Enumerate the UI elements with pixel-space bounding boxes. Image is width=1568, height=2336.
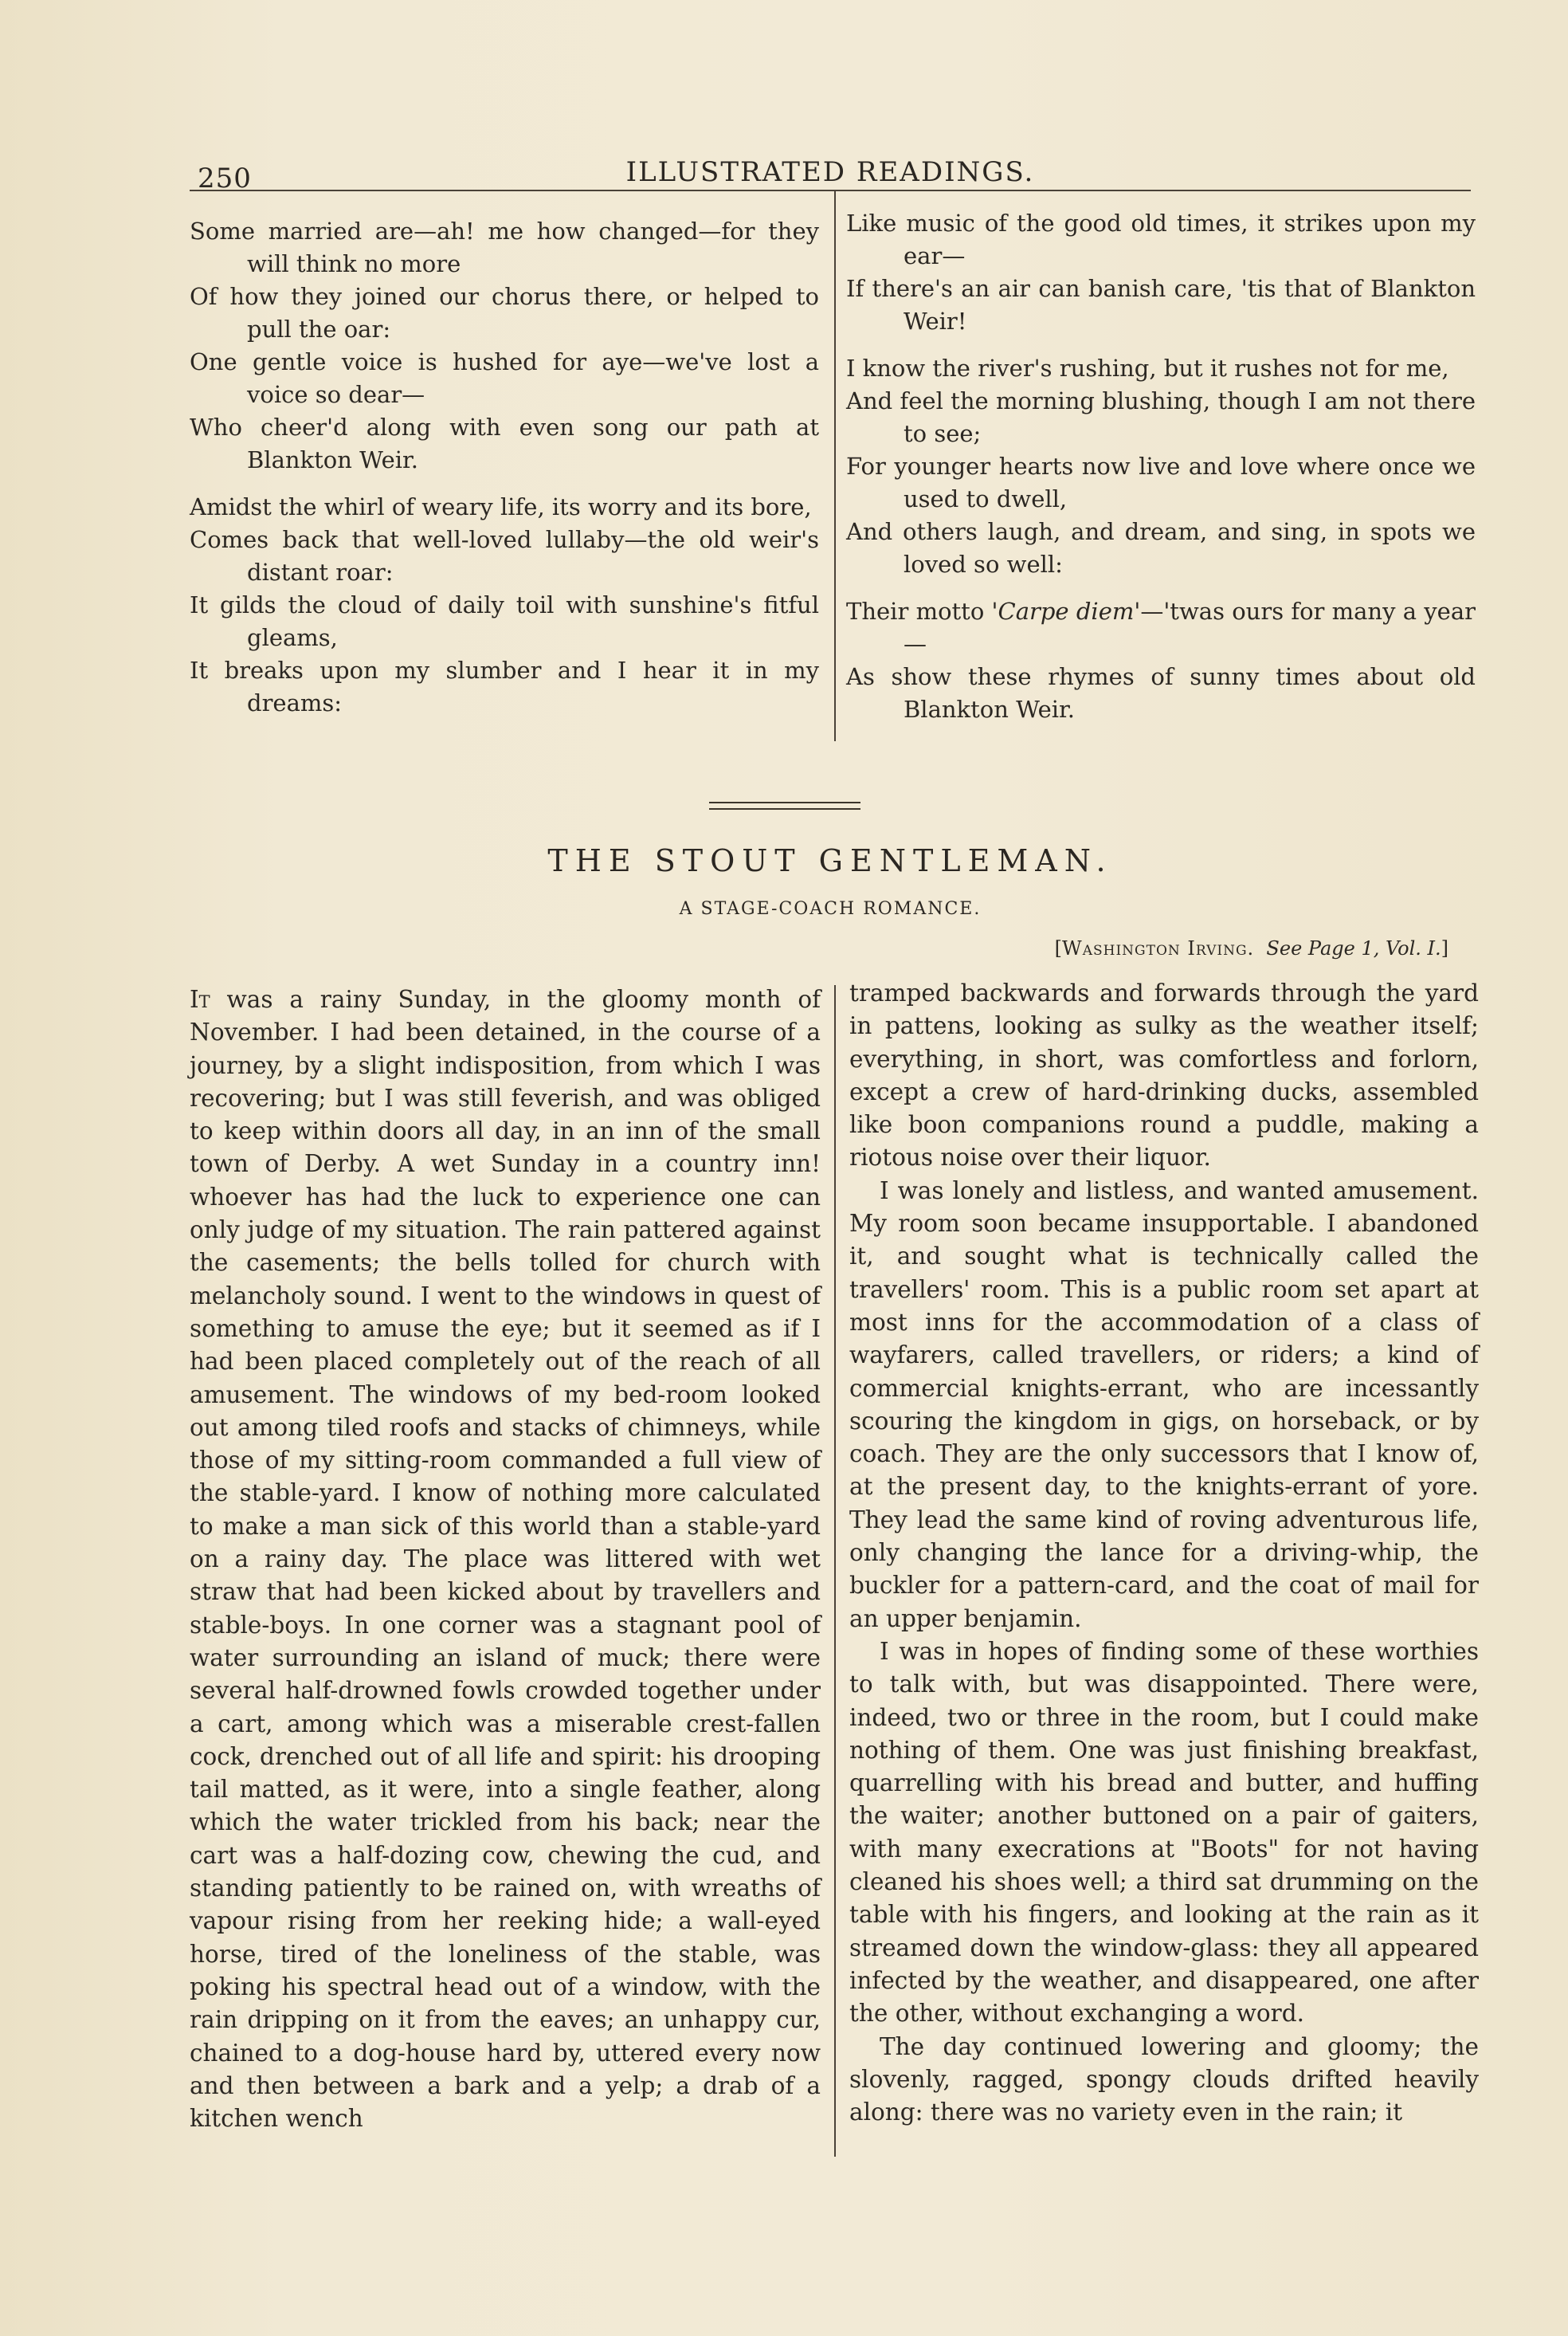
poem-line: And feel the morning blushing, though I am not there to see;: [846, 387, 1476, 447]
story-attribution: [190, 937, 1448, 960]
story-right-column: [849, 977, 1479, 2129]
running-title: ILLUSTRATED READINGS.: [625, 156, 1035, 188]
poem-line: As show these rhymes of sunny times about old Blankton Weir.: [846, 663, 1476, 723]
poem-stanza: [190, 491, 819, 720]
header-rule: [190, 190, 1471, 191]
poem-left-column: [190, 215, 819, 734]
page-header: [190, 156, 1471, 194]
story-title: THE STOUT GENTLEMAN.: [547, 843, 1113, 878]
poem-line: Comes back that well-loved lullaby—the old weir's distant roar:: [190, 526, 819, 586]
poem-line: Who cheer'd along with even song our path at Blankton Weir.: [190, 414, 819, 473]
story-left-column: [190, 983, 821, 2135]
bracket: [: [1054, 937, 1063, 960]
poem-stanza: [846, 352, 1476, 581]
poem-right-column: [846, 207, 1476, 740]
section-separator: [709, 802, 860, 810]
poem-line: Some married are—ah! me how changed—for they will think no more: [190, 218, 819, 277]
drop-word: It: [190, 986, 210, 1013]
latin-phrase: Carpe diem: [998, 598, 1135, 625]
poem-text: Their motto ': [846, 598, 998, 625]
paragraph: I was in hopes of finding some of these worthies to talk with, but was disappointed. There were, indeed, two or three in the room, but I could make nothing of them. One was just finishing breakfast, quarrelling with his bread and butter, and huffing the waiter; another buttoned on a pair of gaiters, with many execrations at "Boots" for not having cleaned his shoes well; a third sat drumming on the table with his fingers, and looking at the rain as it streamed down the window-glass: they all appeared infected by the weather, and disappeared, one after the other, without exchanging a word.: [849, 1637, 1479, 2028]
bracket: ]: [1441, 937, 1448, 960]
poem-stanza: [190, 215, 819, 477]
paragraph: I was lonely and listless, and wanted amusement. My room soon became insupportable. I abandoned it, and sought what is technically called the travellers' room. This is a public room set apart at most inns for the accommodation of a class of wayfarers, called travellers, or riders; a kind of commercial knights-errant, who are incessantly scouring the kingdom in gigs, on horseback, or by coach. They are the only successors that I know of, at the present day, to the knights-errant of yore. They lead the same kind of roving adventurous life, only changing the lance for a driving-whip, the buckler for a pattern-card, and the coat of mail for an upper benjamin.: [849, 1176, 1479, 1632]
paragraph: [190, 983, 821, 2135]
poem-line: I know the river's rushing, but it rushes not for me,: [846, 355, 1449, 382]
page-reference: See Page 1, Vol. I.: [1266, 937, 1441, 960]
poem-line: If there's an air can banish care, 'tis that of Blankton Weir!: [846, 275, 1476, 335]
poem-stanza: [846, 595, 1476, 726]
poem-line: For younger hearts now live and love where once we used to dwell,: [846, 453, 1476, 512]
poem-line: [846, 595, 1476, 661]
poem-stanza: [846, 207, 1476, 338]
page-number: 250: [198, 163, 252, 194]
poem-line: Amidst the whirl of weary life, its worry and its bore,: [190, 493, 812, 520]
paragraph: The day continued lowering and gloomy; the slovenly, ragged, spongy clouds drifted heavily along: there was no variety even in the rain; it: [849, 2032, 1479, 2126]
poem-text: '—'twas ours for many a year—: [904, 598, 1476, 658]
poem-line: One gentle voice is hushed for aye—we've lost a voice so dear—: [190, 348, 819, 408]
author-name: Washington Irving.: [1062, 937, 1255, 960]
poem-line: And others laugh, and dream, and sing, in spots we loved so well:: [846, 518, 1476, 578]
poem-line: It breaks upon my slumber and I hear it in my dreams:: [190, 657, 819, 717]
column-divider: [834, 985, 836, 2157]
poem-line: Of how they joined our chorus there, or helped to pull the oar:: [190, 283, 819, 343]
story-subtitle: A STAGE-COACH ROMANCE.: [679, 899, 982, 919]
column-divider: [834, 191, 836, 741]
poem-line: It gilds the cloud of daily toil with sunshine's fitful gleams,: [190, 591, 819, 651]
paragraph: tramped backwards and forwards through the yard in pattens, looking as sulky as the weather itself; everything, in short, was comfortless and forlorn, except a crew of hard-drinking ducks, assembled like boon companions round a puddle, making a riotous noise over their liquor.: [849, 980, 1479, 1172]
paragraph-text: was a rainy Sunday, in the gloomy month of November. I had been detained, in the course of a journey, by a slight indisposition, from which I was recovering; but I was still feverish, and was obliged to keep within doors all day, in an inn of the small town of Derby. A wet Sunday in a country inn! whoever has had the luck to experience one can only judge of my situation. The rain pattered against the casements; the bells tolled for church with melancholy sound. I went to the windows in quest of something to amuse the eye; but it seemed as if I had been placed completely out of the reach of all amusement. The windows of my bed-room looked out among tiled roofs and stacks of chimneys, while those of my sitting-room commanded a full view of the stable-yard. I know of nothing more calculated to make a man sick of this world than a stable-yard on a rainy day. The place was littered with wet straw that had been kicked about by travellers and stable-boys. In one corner was a stagnant pool of water surrounding an island of muck; there were several half-drowned fowls crowded together under a cart, among which was a miserable crest-fallen cock, drenched out of all life and spirit: his drooping tail matted, as it were, into a single feather, along which the water trickled from his back; near the cart was a half-dozing cow, chewing the cud, and standing patiently to be rained on, with wreaths of vapour rising from her reeking hide; a wall-eyed horse, tired of the loneliness of the stable, was poking his spectral head out of a window, with the rain dripping on it from the eaves; an unhappy cur, chained to a dog-house hard by, uttered every now and then between a bark and a yelp; a drab of a kitchen wench: [190, 986, 821, 2133]
poem-line: Like music of the good old times, it strikes upon my ear—: [846, 210, 1476, 269]
